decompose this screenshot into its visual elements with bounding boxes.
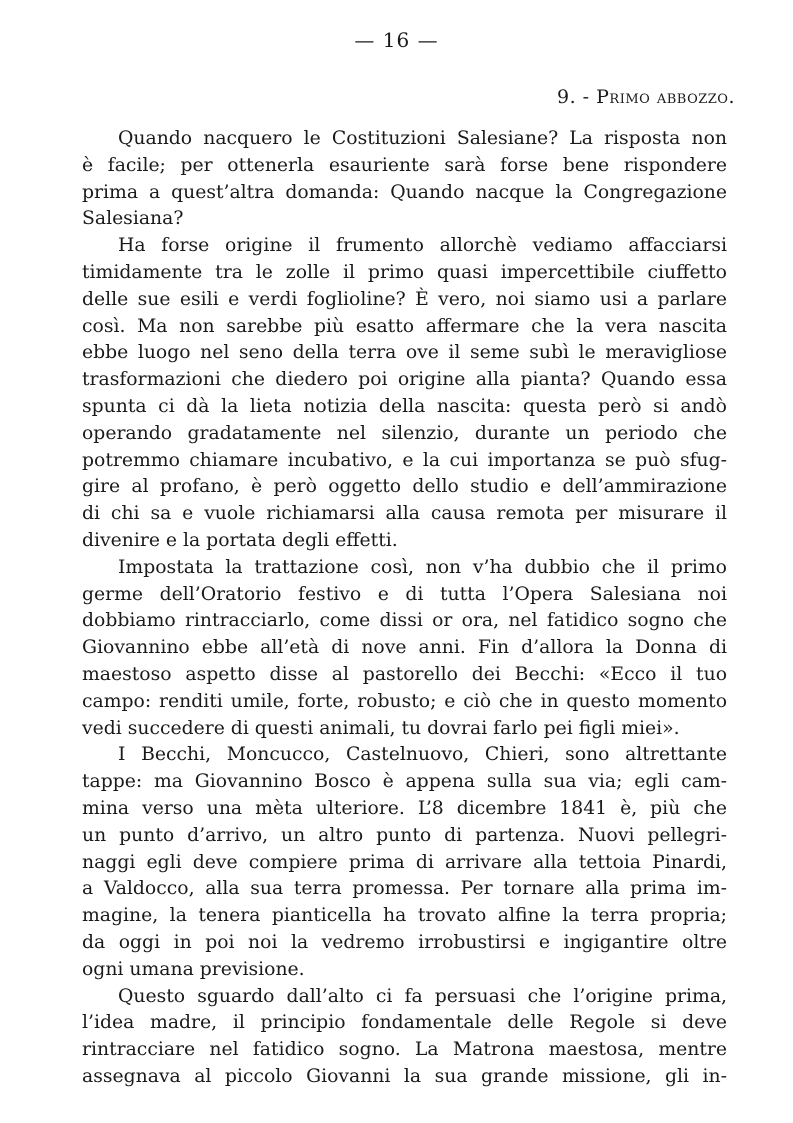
text-line: così. Ma non sarebbe più esatto affermare che la vera nascita [82, 315, 727, 337]
text-line: potremmo chiamare incubativo, e la cui importanza se può sfug- [82, 449, 727, 471]
text-line: Questo sguardo dall’alto ci fa persuasi che l’origine prima, [118, 985, 727, 1007]
text-line: prima a quest’altra domanda: Quando nacque la Congregazione [82, 181, 727, 203]
text-line: dobbiamo rintracciarlo, come dissi or ora, nel fatidico sogno che [82, 610, 727, 632]
paragraph-4 [82, 742, 727, 983]
section-title: Primo abbozzo. [596, 86, 735, 108]
text-line: germe dell’Oratorio festivo e di tutta l’Opera Salesiana noi [82, 583, 727, 605]
text-line: Ha forse origine il frumento allorchè vediamo affacciarsi [118, 235, 727, 257]
text-line: naggi egli deve compiere prima di arrivare alla tettoia Pinardi, [82, 851, 727, 873]
text-line: mina verso una mèta ulteriore. L’8 dicembre 1841 è, più che [82, 797, 727, 819]
text-line: l’idea madre, il principio fondamentale delle Regole si deve [82, 1012, 727, 1034]
page-number: — 16 — [354, 28, 439, 52]
paragraph-1 [82, 126, 727, 233]
text-line: tappe: ma Giovannino Bosco è appena sulla sua via; egli cam- [82, 771, 727, 793]
text-line: ogni umana previsione. [82, 958, 305, 980]
text-line: rintracciare nel fatidico sogno. La Matrona maestosa, mentre [82, 1039, 727, 1061]
text-line: operando gradatamente nel silenzio, durante un periodo che [82, 422, 727, 444]
section-heading [557, 86, 735, 108]
text-line: vedi succedere di questi animali, tu dovrai farlo pei figli miei». [82, 717, 680, 739]
text-line: trasformazioni che diedero poi origine alla pianta? Quando essa [82, 369, 727, 391]
text-line: Impostata la trattazione così, non v’ha dubbio che il primo [118, 556, 727, 578]
text-line: è facile; per ottenerla esauriente sarà forse bene rispondere [82, 154, 727, 176]
text-line: Salesiana? [82, 208, 184, 230]
text-line: a Valdocco, alla sua terra promessa. Per tornare alla prima im- [82, 878, 727, 900]
text-line: maestoso aspetto disse al pastorello dei Becchi: «Ecco il tuo [82, 663, 727, 685]
text-line: gire al profano, è però oggetto dello studio e dell’ammirazione [82, 476, 727, 498]
text-line: assegnava al piccolo Giovanni la sua grande missione, gli in- [82, 1065, 727, 1087]
section-number: 9. - [556, 86, 590, 108]
text-line: un punto d’arrivo, un altro punto di partenza. Nuovi pellegri- [82, 824, 727, 846]
paragraph-2 [82, 233, 727, 555]
text-line: timidamente tra le zolle il primo quasi impercettibile ciuffetto [82, 261, 727, 283]
text-line: Giovannino ebbe all’età di nove anni. Fin d’allora la Donna di [82, 637, 727, 659]
text-line: campo: renditi umile, forte, robusto; e ciò che in questo momento [82, 690, 727, 712]
paragraph-3 [82, 555, 727, 743]
text-line: Quando nacquero le Costituzioni Salesiane? La risposta non [118, 128, 727, 149]
paragraph-5 [82, 984, 727, 1091]
body-text [82, 126, 727, 1091]
text-line: spunta ci dà la lieta notizia della nascita: questa però si andò [82, 395, 727, 417]
text-line: da oggi in poi noi la vedremo irrobustirsi e ingigantire oltre [82, 931, 727, 953]
text-line: di chi sa e vuole richiamarsi alla causa remota per misurare il [82, 503, 727, 525]
text-line: ebbe luogo nel seno della terra ove il seme subì le meravigliose [82, 342, 727, 364]
text-line: delle sue esili e verdi foglioline? È vero, noi siamo usi a parlare [82, 288, 727, 310]
text-line: magine, la tenera pianticella ha trovato alfine la terra propria; [82, 905, 727, 927]
text-line: divenire e la portata degli effetti. [82, 529, 398, 551]
text-line: I Becchi, Moncucco, Castelnuovo, Chieri, sono altrettante [118, 744, 727, 766]
